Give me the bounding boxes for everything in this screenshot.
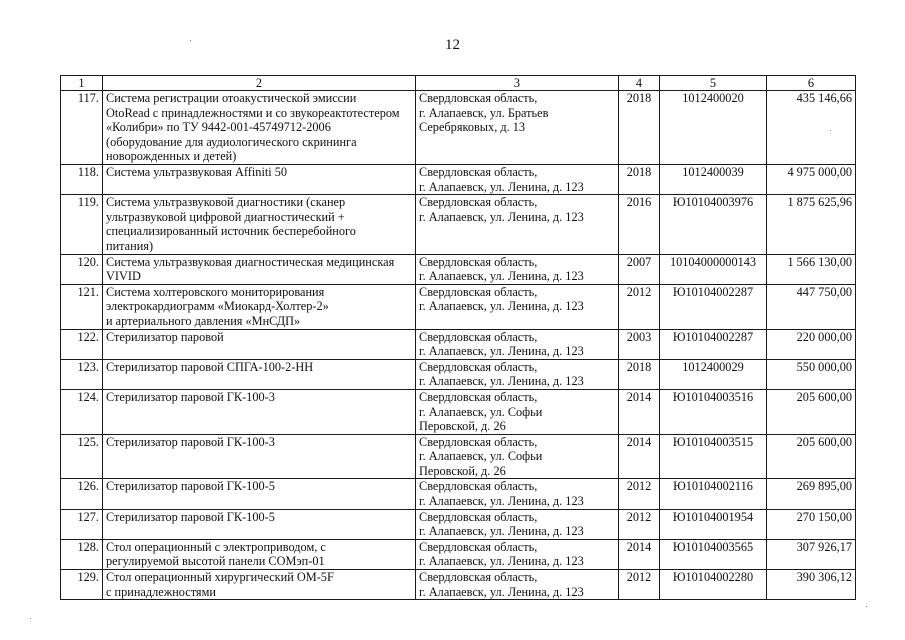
acquisition-year: 2012 — [619, 509, 660, 539]
row-number: 123. — [61, 359, 103, 389]
equipment-name: Система ультразвуковая диагностическая медицинская VIVID — [103, 254, 416, 284]
book-value: 270 150,00 — [767, 509, 856, 539]
table-row — [61, 254, 856, 284]
equipment-name: Стерилизатор паровой ГК-100-3 — [103, 434, 416, 479]
table-row — [61, 329, 856, 359]
scan-speck — [866, 606, 867, 607]
column-header: 4 — [619, 76, 660, 91]
row-number: 122. — [61, 329, 103, 359]
scan-speck — [830, 130, 831, 131]
book-value: 307 926,17 — [767, 539, 856, 569]
table-header — [61, 76, 856, 91]
book-value: 220 000,00 — [767, 329, 856, 359]
book-value: 205 600,00 — [767, 389, 856, 434]
book-value: 1 875 625,96 — [767, 195, 856, 254]
table-row — [61, 539, 856, 569]
acquisition-year: 2016 — [619, 195, 660, 254]
inventory-number: 1012400020 — [660, 91, 767, 165]
inventory-number: Ю10104002116 — [660, 479, 767, 509]
inventory-number: 1012400029 — [660, 359, 767, 389]
acquisition-year: 2014 — [619, 434, 660, 479]
equipment-name: Стерилизатор паровой ГК-100-5 — [103, 509, 416, 539]
table-row — [61, 570, 856, 600]
acquisition-year: 2018 — [619, 91, 660, 165]
row-number: 117. — [61, 91, 103, 165]
acquisition-year: 2014 — [619, 389, 660, 434]
table-row — [61, 284, 856, 329]
table-row — [61, 479, 856, 509]
scan-speck — [30, 618, 31, 619]
acquisition-year: 2014 — [619, 539, 660, 569]
row-number: 128. — [61, 539, 103, 569]
row-number: 119. — [61, 195, 103, 254]
acquisition-year: 2012 — [619, 284, 660, 329]
location-address: Свердловская область, г. Алапаевск, ул. Ленина, д. 123 — [416, 195, 619, 254]
column-header: 3 — [416, 76, 619, 91]
inventory-number: Ю10104003515 — [660, 434, 767, 479]
equipment-name: Стерилизатор паровой ГК-100-5 — [103, 479, 416, 509]
equipment-name: Стерилизатор паровой СПГА-100-2-НН — [103, 359, 416, 389]
row-number: 127. — [61, 509, 103, 539]
book-value: 269 895,00 — [767, 479, 856, 509]
inventory-number: Ю10104002287 — [660, 329, 767, 359]
location-address: Свердловская область, г. Алапаевск, ул. Братьев Серебряковых, д. 13 — [416, 91, 619, 165]
table-row — [61, 91, 856, 165]
equipment-name: Стерилизатор паровой — [103, 329, 416, 359]
inventory-number: Ю10104001954 — [660, 509, 767, 539]
equipment-name: Стерилизатор паровой ГК-100-3 — [103, 389, 416, 434]
location-address: Свердловская область, г. Алапаевск, ул. Ленина, д. 123 — [416, 359, 619, 389]
location-address: Свердловская область, г. Алапаевск, ул. Ленина, д. 123 — [416, 329, 619, 359]
location-address: Свердловская область, г. Алапаевск, ул. Ленина, д. 123 — [416, 284, 619, 329]
location-address: Свердловская область, г. Алапаевск, ул. Ленина, д. 123 — [416, 570, 619, 600]
acquisition-year: 2018 — [619, 165, 660, 195]
table-row — [61, 434, 856, 479]
row-number: 120. — [61, 254, 103, 284]
column-header: 2 — [103, 76, 416, 91]
column-header: 5 — [660, 76, 767, 91]
acquisition-year: 2007 — [619, 254, 660, 284]
equipment-name: Система ультразвуковой диагностики (сканер ультразвуковой цифровой диагностический + специализированный источник бесперебойного питания) — [103, 195, 416, 254]
location-address: Свердловская область, г. Алапаевск, ул. Ленина, д. 123 — [416, 254, 619, 284]
inventory-number: Ю10104003565 — [660, 539, 767, 569]
location-address: Свердловская область, г. Алапаевск, ул. Софьи Перовской, д. 26 — [416, 434, 619, 479]
header-row — [61, 76, 856, 91]
acquisition-year: 2018 — [619, 359, 660, 389]
table-row — [61, 165, 856, 195]
inventory-number: Ю10104002287 — [660, 284, 767, 329]
table-row — [61, 359, 856, 389]
acquisition-year: 2003 — [619, 329, 660, 359]
book-value: 390 306,12 — [767, 570, 856, 600]
table-row — [61, 509, 856, 539]
book-value: 550 000,00 — [767, 359, 856, 389]
book-value: 1 566 130,00 — [767, 254, 856, 284]
table-row — [61, 389, 856, 434]
location-address: Свердловская область, г. Алапаевск, ул. Ленина, д. 123 — [416, 509, 619, 539]
book-value: 447 750,00 — [767, 284, 856, 329]
book-value: 4 975 000,00 — [767, 165, 856, 195]
location-address: Свердловская область, г. Алапаевск, ул. Ленина, д. 123 — [416, 539, 619, 569]
row-number: 118. — [61, 165, 103, 195]
inventory-number: 1012400039 — [660, 165, 767, 195]
page-number: 12 — [445, 37, 460, 53]
equipment-name: Стол операционный хирургический ОМ-5F с принадлежностями — [103, 570, 416, 600]
equipment-name: Система ультразвуковая Affiniti 50 — [103, 165, 416, 195]
equipment-name: Система холтеровского мониторирования электрокардиограмм «Миокард-Холтер-2» и артериального давления «МнСДП» — [103, 284, 416, 329]
table-body — [61, 91, 856, 600]
row-number: 125. — [61, 434, 103, 479]
inventory-number: Ю10104003516 — [660, 389, 767, 434]
inventory-number: Ю10104003976 — [660, 195, 767, 254]
scan-speck — [190, 40, 191, 41]
property-registry-table — [60, 75, 856, 600]
location-address: Свердловская область, г. Алапаевск, ул. Софьи Перовской, д. 26 — [416, 389, 619, 434]
book-value: 205 600,00 — [767, 434, 856, 479]
inventory-number: 10104000000143 — [660, 254, 767, 284]
row-number: 124. — [61, 389, 103, 434]
column-header: 6 — [767, 76, 856, 91]
book-value: 435 146,66 — [767, 91, 856, 165]
equipment-name: Стол операционный с электроприводом, с регулируемой высотой панели СОМэп-01 — [103, 539, 416, 569]
acquisition-year: 2012 — [619, 479, 660, 509]
location-address: Свердловская область, г. Алапаевск, ул. Ленина, д. 123 — [416, 165, 619, 195]
column-header: 1 — [61, 76, 103, 91]
row-number: 126. — [61, 479, 103, 509]
row-number: 121. — [61, 284, 103, 329]
table-row — [61, 195, 856, 254]
location-address: Свердловская область, г. Алапаевск, ул. Ленина, д. 123 — [416, 479, 619, 509]
row-number: 129. — [61, 570, 103, 600]
acquisition-year: 2012 — [619, 570, 660, 600]
equipment-name: Система регистрации отоакустической эмиссии OtoRead с принадлежностями и со звукореактотестером «Колибри» по ТУ 9442-001-45749712-2006 (оборудование для аудиологического скрининга новорожденных и детей) — [103, 91, 416, 165]
inventory-number: Ю10104002280 — [660, 570, 767, 600]
